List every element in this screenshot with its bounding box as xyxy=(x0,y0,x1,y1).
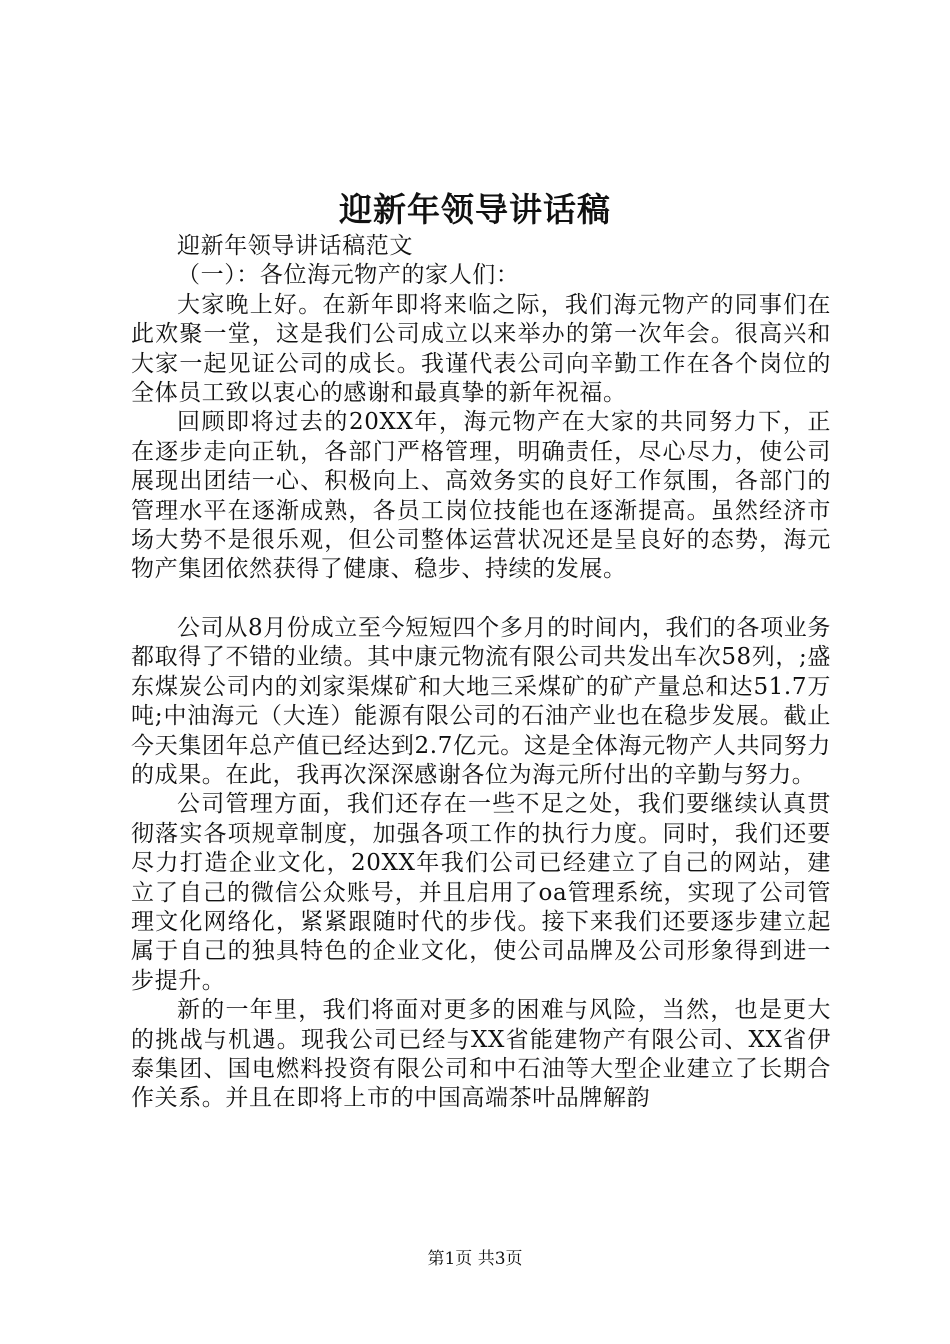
document-body xyxy=(131,232,831,1114)
salutation: （一）：各位海元物产的家人们： xyxy=(177,262,520,289)
paragraph-performance: 公司从8月份成立至今短短四个多月的时间内，我们的各项业务都取得了不错的业绩。其中康元物流有限公司共发出车次58列，;盛东煤炭公司内的刘家渠煤矿和大地三采煤矿的矿产量总和达51.7万吨;中油海元（大连）能源有限公司的石油产业也在稳步发展。截止今天集团年总产值已经达到2.7亿元。这是全体海元物产人共同努力的成果。在此，我再次深深感谢各位为海元所付出的辛勤与努力。 xyxy=(131,614,831,788)
document-title: 迎新年领导讲话稿 xyxy=(339,190,611,229)
document-subtitle: 迎新年领导讲话稿范文 xyxy=(177,233,413,259)
page-footer: 第1页 共3页 xyxy=(427,1249,523,1269)
paragraph-outlook: 新的一年里，我们将面对更多的困难与风险，当然，也是更大的挑战与机遇。现我公司已经与XX省能建物产有限公司、XX省伊泰集团、国电燃料投资有限公司和中石油等大型企业建立了长期合作关系。并且在即将上市的中国高端茶叶品牌解韵 xyxy=(131,997,831,1112)
paragraph-management: 公司管理方面，我们还存在一些不足之处，我们要继续认真贯彻落实各项规章制度，加强各项工作的执行力度。同时，我们还要尽力打造企业文化，20XX年我们公司已经建立了自己的网站，建立了自己的微信公众账号，并且启用了oa管理系统，实现了公司管理文化网络化，紧紧跟随时代的步伐。接下来我们还要逐步建立起属于自己的独具特色的企业文化，使公司品牌及公司形象得到进一步提升。 xyxy=(131,791,831,994)
paragraph-review: 回顾即将过去的20XX年，海元物产在大家的共同努力下，正在逐步走向正轨，各部门严格管理，明确责任，尽心尽力，使公司展现出团结一心、积极向上、高效务实的良好工作氛围，各部门的管理水平在逐渐成熟，各员工岗位技能也在逐渐提高。虽然经济市场大势不是很乐观，但公司整体运营状况还是呈良好的态势，海元物产集团依然获得了健康、稳步、持续的发展。 xyxy=(131,409,831,583)
paragraph-greeting: 大家晚上好。在新年即将来临之际，我们海元物产的同事们在此欢聚一堂，这是我们公司成立以来举办的第一次年会。很高兴和大家一起见证公司的成长。我谨代表公司向辛勤工作在各个岗位的全体员工致以衷心的感谢和最真挚的新年祝福。 xyxy=(131,291,831,407)
